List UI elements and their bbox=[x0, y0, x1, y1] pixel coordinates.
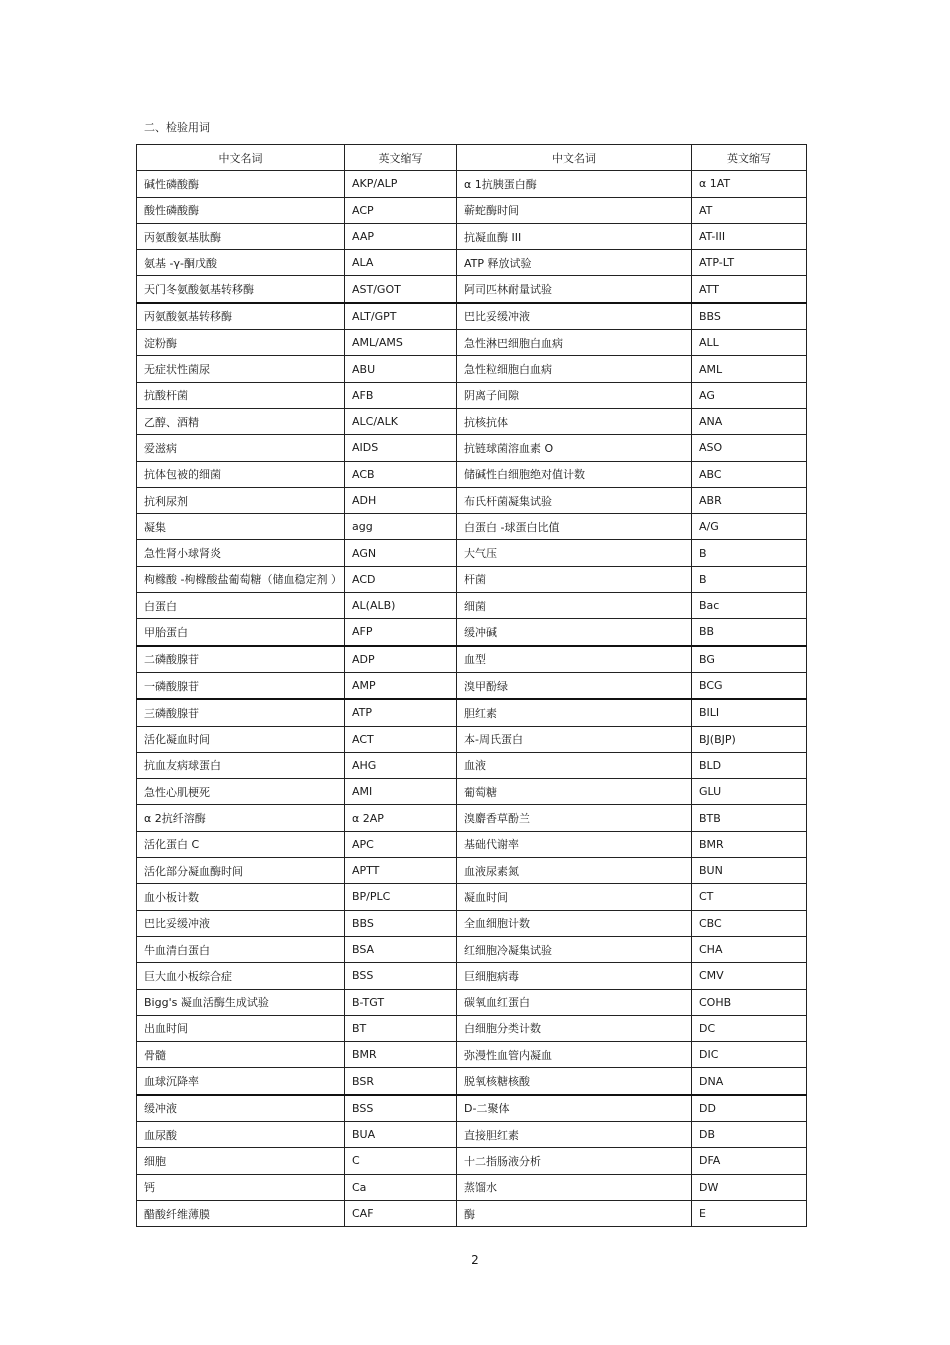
abbreviation-cell: BCG bbox=[692, 672, 807, 699]
table-row bbox=[137, 989, 807, 1015]
chinese-term-cell: 抗链球菌溶血素 O bbox=[457, 435, 692, 461]
table-row bbox=[137, 1148, 807, 1174]
table-row bbox=[137, 699, 807, 726]
abbreviation-cell: ANA bbox=[692, 408, 807, 434]
chinese-term-cell: 血尿酸 bbox=[137, 1121, 345, 1147]
abbreviation-cell: BJ(BJP) bbox=[692, 726, 807, 752]
abbreviation-cell: α 2AP bbox=[345, 805, 457, 831]
abbreviation-cell: BT bbox=[345, 1015, 457, 1041]
abbreviation-cell: B bbox=[692, 540, 807, 566]
abbreviation-cell: AT bbox=[692, 197, 807, 223]
chinese-term-cell: 急性淋巴细胞白血病 bbox=[457, 330, 692, 356]
abbreviation-cell: Ca bbox=[345, 1174, 457, 1200]
table-row bbox=[137, 858, 807, 884]
chinese-term-cell: 醋酸纤维薄膜 bbox=[137, 1200, 345, 1226]
chinese-term-cell: 红细胞冷凝集试验 bbox=[457, 936, 692, 962]
table-row bbox=[137, 593, 807, 619]
chinese-term-cell: 阴离子间隙 bbox=[457, 382, 692, 408]
abbreviation-cell: DIC bbox=[692, 1042, 807, 1068]
chinese-term-cell: α 2抗纤溶酶 bbox=[137, 805, 345, 831]
chinese-term-cell: 细胞 bbox=[137, 1148, 345, 1174]
chinese-term-cell: ATP 释放试验 bbox=[457, 250, 692, 276]
chinese-term-cell: α 1抗胰蛋白酶 bbox=[457, 171, 692, 197]
abbreviation-cell: CT bbox=[692, 884, 807, 910]
chinese-term-cell: 二磷酸腺苷 bbox=[137, 646, 345, 673]
table-row bbox=[137, 223, 807, 249]
chinese-term-cell: 直接胆红素 bbox=[457, 1121, 692, 1147]
table-row bbox=[137, 435, 807, 461]
table-row bbox=[137, 382, 807, 408]
chinese-term-cell: 白蛋白 bbox=[137, 593, 345, 619]
abbreviation-cell: BILI bbox=[692, 699, 807, 726]
chinese-term-cell: 缓冲碱 bbox=[457, 619, 692, 646]
chinese-term-cell: 胆红素 bbox=[457, 699, 692, 726]
table-row bbox=[137, 540, 807, 566]
table-row bbox=[137, 910, 807, 936]
abbreviation-cell: AMI bbox=[345, 779, 457, 805]
abbreviation-cell: BUN bbox=[692, 858, 807, 884]
abbreviation-cell: BSA bbox=[345, 936, 457, 962]
abbreviation-cell: BP/PLC bbox=[345, 884, 457, 910]
abbreviation-cell: A/G bbox=[692, 514, 807, 540]
chinese-term-cell: 凝血时间 bbox=[457, 884, 692, 910]
header-abbreviation-2: 英文缩写 bbox=[692, 145, 807, 171]
chinese-term-cell: 杆菌 bbox=[457, 566, 692, 592]
table-row bbox=[137, 356, 807, 382]
abbreviation-cell: AL(ALB) bbox=[345, 593, 457, 619]
abbreviation-cell: DB bbox=[692, 1121, 807, 1147]
section-title: 二、检验用词 bbox=[144, 121, 210, 134]
abbreviation-cell: APTT bbox=[345, 858, 457, 884]
table-row bbox=[137, 936, 807, 962]
table-row bbox=[137, 1200, 807, 1226]
abbreviation-cell: DW bbox=[692, 1174, 807, 1200]
chinese-term-cell: 抗凝血酶 III bbox=[457, 223, 692, 249]
chinese-term-cell: 血小板计数 bbox=[137, 884, 345, 910]
abbreviation-cell: E bbox=[692, 1200, 807, 1226]
abbreviation-cell: ATT bbox=[692, 276, 807, 303]
table-row bbox=[137, 1174, 807, 1200]
abbreviation-cell: AFB bbox=[345, 382, 457, 408]
abbreviation-cell: AIDS bbox=[345, 435, 457, 461]
table-row bbox=[137, 487, 807, 513]
abbreviation-cell: ADH bbox=[345, 487, 457, 513]
chinese-term-cell: 活化凝血时间 bbox=[137, 726, 345, 752]
abbreviation-cell: BMR bbox=[692, 831, 807, 857]
table-row bbox=[137, 884, 807, 910]
chinese-term-cell: 枸橼酸 -枸橼酸盐葡萄糖（储血稳定剂 ） bbox=[137, 566, 345, 592]
chinese-term-cell: 活化部分凝血酶时间 bbox=[137, 858, 345, 884]
abbreviation-cell: agg bbox=[345, 514, 457, 540]
abbreviation-cell: ACP bbox=[345, 197, 457, 223]
page-number: 2 bbox=[471, 1253, 479, 1267]
table-row bbox=[137, 1015, 807, 1041]
chinese-term-cell: 大气压 bbox=[457, 540, 692, 566]
abbreviation-cell: ABR bbox=[692, 487, 807, 513]
chinese-term-cell: 布氏杆菌凝集试验 bbox=[457, 487, 692, 513]
table-row bbox=[137, 566, 807, 592]
chinese-term-cell: 血球沉降率 bbox=[137, 1068, 345, 1095]
chinese-term-cell: 全血细胞计数 bbox=[457, 910, 692, 936]
chinese-term-cell: 淀粉酶 bbox=[137, 330, 345, 356]
abbreviation-cell: AMP bbox=[345, 672, 457, 699]
chinese-term-cell: 储碱性白细胞绝对值计数 bbox=[457, 461, 692, 487]
chinese-term-cell: 凝集 bbox=[137, 514, 345, 540]
table-row bbox=[137, 1121, 807, 1147]
abbreviation-cell: ASO bbox=[692, 435, 807, 461]
chinese-term-cell: 十二指肠液分析 bbox=[457, 1148, 692, 1174]
chinese-term-cell: 酸性磷酸酶 bbox=[137, 197, 345, 223]
chinese-term-cell: 葡萄糖 bbox=[457, 779, 692, 805]
chinese-term-cell: 巴比妥缓冲液 bbox=[457, 303, 692, 330]
abbreviation-cell: CAF bbox=[345, 1200, 457, 1226]
chinese-term-cell: 甲胎蛋白 bbox=[137, 619, 345, 646]
abbreviation-cell: DFA bbox=[692, 1148, 807, 1174]
abbreviation-cell: ALT/GPT bbox=[345, 303, 457, 330]
abbreviation-cell: B bbox=[692, 566, 807, 592]
chinese-term-cell: 血液 bbox=[457, 752, 692, 778]
chinese-term-cell: 蕲蛇酶时间 bbox=[457, 197, 692, 223]
header-chinese-term-2: 中文名词 bbox=[457, 145, 692, 171]
table-row bbox=[137, 1095, 807, 1122]
abbreviation-cell: BSS bbox=[345, 963, 457, 989]
table-row bbox=[137, 171, 807, 197]
abbreviation-cell: AFP bbox=[345, 619, 457, 646]
abbreviation-cell: APC bbox=[345, 831, 457, 857]
terminology-table bbox=[136, 144, 807, 1227]
abbreviation-cell: ABC bbox=[692, 461, 807, 487]
chinese-term-cell: 丙氨酸氨基转移酶 bbox=[137, 303, 345, 330]
chinese-term-cell: 血型 bbox=[457, 646, 692, 673]
chinese-term-cell: 蒸馏水 bbox=[457, 1174, 692, 1200]
chinese-term-cell: 缓冲液 bbox=[137, 1095, 345, 1122]
table-row bbox=[137, 461, 807, 487]
table-row bbox=[137, 408, 807, 434]
abbreviation-cell: ACT bbox=[345, 726, 457, 752]
chinese-term-cell: 抗核抗体 bbox=[457, 408, 692, 434]
abbreviation-cell: BUA bbox=[345, 1121, 457, 1147]
abbreviation-cell: BG bbox=[692, 646, 807, 673]
chinese-term-cell: Bigg's 凝血活酶生成试验 bbox=[137, 989, 345, 1015]
chinese-term-cell: 溴甲酚绿 bbox=[457, 672, 692, 699]
chinese-term-cell: 碳氧血红蛋白 bbox=[457, 989, 692, 1015]
abbreviation-cell: AAP bbox=[345, 223, 457, 249]
table-row bbox=[137, 646, 807, 673]
table-row bbox=[137, 197, 807, 223]
chinese-term-cell: 抗利尿剂 bbox=[137, 487, 345, 513]
chinese-term-cell: 活化蛋白 C bbox=[137, 831, 345, 857]
chinese-term-cell: 一磷酸腺苷 bbox=[137, 672, 345, 699]
abbreviation-cell: ATP-LT bbox=[692, 250, 807, 276]
abbreviation-cell: ALC/ALK bbox=[345, 408, 457, 434]
chinese-term-cell: 碱性磷酸酶 bbox=[137, 171, 345, 197]
abbreviation-cell: B-TGT bbox=[345, 989, 457, 1015]
chinese-term-cell: 溴麝香草酚兰 bbox=[457, 805, 692, 831]
chinese-term-cell: 弥漫性血管内凝血 bbox=[457, 1042, 692, 1068]
chinese-term-cell: 骨髓 bbox=[137, 1042, 345, 1068]
table-row bbox=[137, 779, 807, 805]
chinese-term-cell: 急性粒细胞白血病 bbox=[457, 356, 692, 382]
abbreviation-cell: ACB bbox=[345, 461, 457, 487]
abbreviation-cell: COHB bbox=[692, 989, 807, 1015]
table-row bbox=[137, 1068, 807, 1095]
table-row bbox=[137, 303, 807, 330]
table-header-row bbox=[137, 145, 807, 171]
table-row bbox=[137, 672, 807, 699]
chinese-term-cell: 抗血友病球蛋白 bbox=[137, 752, 345, 778]
abbreviation-cell: BSS bbox=[345, 1095, 457, 1122]
table-row bbox=[137, 514, 807, 540]
header-abbreviation-1: 英文缩写 bbox=[345, 145, 457, 171]
chinese-term-cell: 酶 bbox=[457, 1200, 692, 1226]
chinese-term-cell: 白细胞分类计数 bbox=[457, 1015, 692, 1041]
abbreviation-cell: BBS bbox=[692, 303, 807, 330]
chinese-term-cell: 阿司匹林耐量试验 bbox=[457, 276, 692, 303]
table-row bbox=[137, 330, 807, 356]
chinese-term-cell: 脱氧核糖核酸 bbox=[457, 1068, 692, 1095]
table-row bbox=[137, 726, 807, 752]
abbreviation-cell: DD bbox=[692, 1095, 807, 1122]
abbreviation-cell: DC bbox=[692, 1015, 807, 1041]
table-row bbox=[137, 276, 807, 303]
chinese-term-cell: 基础代谢率 bbox=[457, 831, 692, 857]
abbreviation-cell: ABU bbox=[345, 356, 457, 382]
chinese-term-cell: 氨基 -γ-酮戊酸 bbox=[137, 250, 345, 276]
abbreviation-cell: BTB bbox=[692, 805, 807, 831]
chinese-term-cell: 出血时间 bbox=[137, 1015, 345, 1041]
table-row bbox=[137, 250, 807, 276]
abbreviation-cell: CMV bbox=[692, 963, 807, 989]
abbreviation-cell: C bbox=[345, 1148, 457, 1174]
abbreviation-cell: AML bbox=[692, 356, 807, 382]
abbreviation-cell: ALL bbox=[692, 330, 807, 356]
abbreviation-cell: AHG bbox=[345, 752, 457, 778]
abbreviation-cell: BSR bbox=[345, 1068, 457, 1095]
table-row bbox=[137, 963, 807, 989]
chinese-term-cell: 钙 bbox=[137, 1174, 345, 1200]
chinese-term-cell: 天门冬氨酸氨基转移酶 bbox=[137, 276, 345, 303]
table-body bbox=[137, 171, 807, 1227]
abbreviation-cell: AGN bbox=[345, 540, 457, 566]
chinese-term-cell: 急性肾小球肾炎 bbox=[137, 540, 345, 566]
abbreviation-cell: BBS bbox=[345, 910, 457, 936]
chinese-term-cell: 无症状性菌尿 bbox=[137, 356, 345, 382]
chinese-term-cell: 三磷酸腺苷 bbox=[137, 699, 345, 726]
abbreviation-cell: BLD bbox=[692, 752, 807, 778]
abbreviation-cell: Bac bbox=[692, 593, 807, 619]
abbreviation-cell: AST/GOT bbox=[345, 276, 457, 303]
chinese-term-cell: 抗体包被的细菌 bbox=[137, 461, 345, 487]
abbreviation-cell: DNA bbox=[692, 1068, 807, 1095]
header-chinese-term-1: 中文名词 bbox=[137, 145, 345, 171]
abbreviation-cell: AKP/ALP bbox=[345, 171, 457, 197]
table-row bbox=[137, 831, 807, 857]
abbreviation-cell: AT-III bbox=[692, 223, 807, 249]
abbreviation-cell: ATP bbox=[345, 699, 457, 726]
table-row bbox=[137, 805, 807, 831]
table-row bbox=[137, 1042, 807, 1068]
abbreviation-cell: GLU bbox=[692, 779, 807, 805]
chinese-term-cell: 巴比妥缓冲液 bbox=[137, 910, 345, 936]
chinese-term-cell: 本-周氏蛋白 bbox=[457, 726, 692, 752]
chinese-term-cell: 巨大血小板综合症 bbox=[137, 963, 345, 989]
chinese-term-cell: 抗酸杆菌 bbox=[137, 382, 345, 408]
chinese-term-cell: 丙氨酸氨基肽酶 bbox=[137, 223, 345, 249]
abbreviation-cell: AML/AMS bbox=[345, 330, 457, 356]
abbreviation-cell: AG bbox=[692, 382, 807, 408]
abbreviation-cell: CBC bbox=[692, 910, 807, 936]
abbreviation-cell: α 1AT bbox=[692, 171, 807, 197]
chinese-term-cell: 急性心肌梗死 bbox=[137, 779, 345, 805]
chinese-term-cell: 血液尿素氮 bbox=[457, 858, 692, 884]
abbreviation-cell: ALA bbox=[345, 250, 457, 276]
abbreviation-cell: BB bbox=[692, 619, 807, 646]
abbreviation-cell: ACD bbox=[345, 566, 457, 592]
chinese-term-cell: 巨细胞病毒 bbox=[457, 963, 692, 989]
chinese-term-cell: 白蛋白 -球蛋白比值 bbox=[457, 514, 692, 540]
table-row bbox=[137, 619, 807, 646]
abbreviation-cell: CHA bbox=[692, 936, 807, 962]
chinese-term-cell: D-二聚体 bbox=[457, 1095, 692, 1122]
chinese-term-cell: 爱滋病 bbox=[137, 435, 345, 461]
abbreviation-cell: BMR bbox=[345, 1042, 457, 1068]
table-row bbox=[137, 752, 807, 778]
abbreviation-cell: ADP bbox=[345, 646, 457, 673]
chinese-term-cell: 细菌 bbox=[457, 593, 692, 619]
chinese-term-cell: 牛血清白蛋白 bbox=[137, 936, 345, 962]
chinese-term-cell: 乙醇、酒精 bbox=[137, 408, 345, 434]
